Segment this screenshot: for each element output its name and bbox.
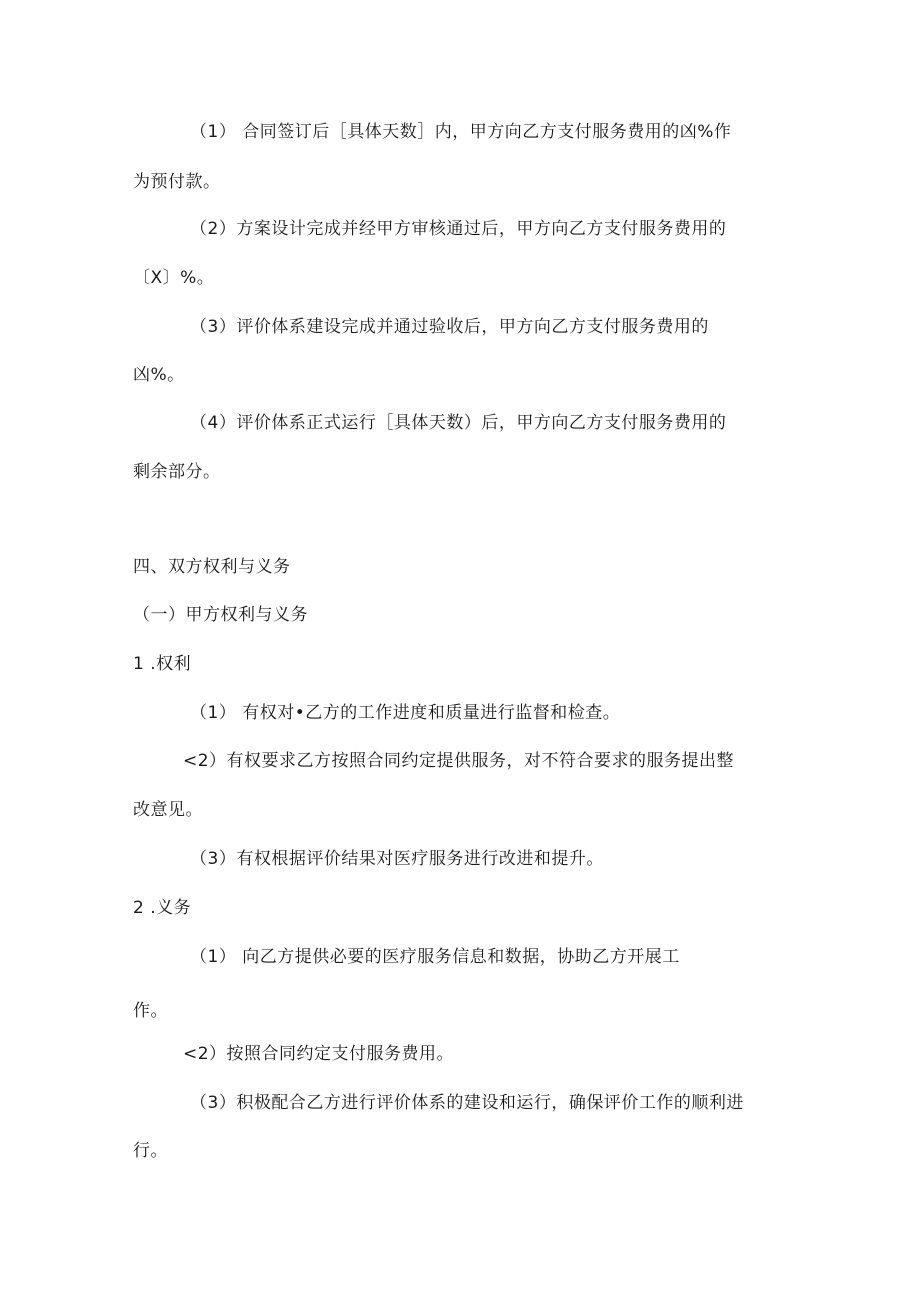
rights-item-1: （1） 有权对•乙方的工作进度和质量进行监督和检查。	[190, 703, 621, 723]
rights-item-2-line-1: <2）有权要求乙方按照合同约定提供服务，对不符合要求的服务提出整	[183, 751, 735, 771]
payment-item-4-line-1: （4）评价体系正式运行［具体天数）后，甲方向乙方支付服务费用的	[190, 413, 727, 433]
duties-item-2: <2）按照合同约定支付服务费用。	[183, 1044, 455, 1064]
duties-heading: 2 .义务	[133, 898, 192, 918]
payment-item-2-line-1: （2）方案设计完成并经甲方审核通过后，甲方向乙方支付服务费用的	[190, 219, 727, 239]
rights-item-2-line-2: 改意见。	[133, 800, 203, 820]
payment-item-4-line-2: 剩余部分。	[133, 462, 221, 482]
duties-item-1-line-2: 作。	[133, 1001, 168, 1021]
rights-item-3: （3）有权根据评价结果对医疗服务进行改进和提升。	[190, 849, 604, 869]
duties-item-1-line-1: （1） 向乙方提供必要的医疗服务信息和数据，协助乙方开展工	[190, 947, 680, 967]
party-a-heading: （一）甲方权利与义务	[133, 605, 308, 625]
payment-item-3-line-1: （3）评价体系建设完成并通过验收后，甲方向乙方支付服务费用的	[190, 317, 709, 337]
rights-heading: 1 .权利	[133, 654, 192, 674]
payment-item-3-line-2: 凶%。	[133, 365, 185, 385]
payment-item-2-line-2: 〔X〕%。	[133, 268, 215, 288]
section-heading: 四、双方权利与义务	[133, 557, 291, 577]
payment-item-1-line-2: 为预付款。	[133, 172, 221, 192]
payment-item-1-line-1: （1） 合同签订后［具体天数］内，甲方向乙方支付服务费用的凶%作	[190, 122, 732, 142]
duties-item-3-line-2: 行。	[133, 1141, 168, 1161]
duties-item-3-line-1: （3）积极配合乙方进行评价体系的建设和运行，确保评价工作的顺利进	[190, 1093, 744, 1113]
